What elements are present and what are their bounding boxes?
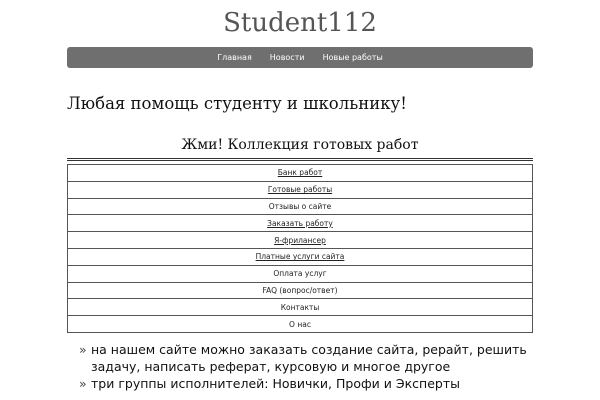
menu-item-faq[interactable] xyxy=(68,282,533,299)
list-item xyxy=(79,375,539,392)
menu-item-label[interactable]: Заказать работу xyxy=(267,218,333,228)
menu-item-ready-works[interactable] xyxy=(68,181,533,198)
menu-item-label: О нас xyxy=(289,319,311,329)
menu-item-label[interactable]: Готовые работы xyxy=(267,185,333,195)
bullet-mark: » xyxy=(79,342,87,357)
table-row xyxy=(68,282,533,299)
table-row xyxy=(68,299,533,316)
nav-item-home[interactable]: Главная xyxy=(217,53,252,62)
table-row xyxy=(68,215,533,232)
menu-item-contacts[interactable] xyxy=(68,299,533,316)
menu-item-label: Контакты xyxy=(280,302,320,312)
menu-item-label[interactable]: Я-фрилансер xyxy=(274,235,326,245)
table-row xyxy=(68,181,533,198)
list-item-text: на нашем сайте можно заказать создание сайта, рерайт, решить задачу, написать реферат, курсовую и многое другое xyxy=(91,342,527,374)
menu-item-paid-services[interactable] xyxy=(68,248,533,265)
list-item-text: три группы исполнителей: Новички, Профи и Эксперты xyxy=(91,376,460,391)
table-row xyxy=(68,265,533,282)
main-navigation xyxy=(67,47,533,68)
menu-item-label[interactable]: Банк работ xyxy=(277,168,323,178)
nav-item-new-works[interactable]: Новые работы xyxy=(322,53,383,62)
list-item xyxy=(79,341,539,375)
table-row xyxy=(68,316,533,333)
bullet-mark: » xyxy=(79,376,87,391)
site-title[interactable]: Student112 xyxy=(223,8,377,38)
menu-item-freelancer[interactable] xyxy=(68,232,533,249)
nav-item-news[interactable]: Новости xyxy=(269,53,305,62)
menu-item-label: Оплата услуг xyxy=(273,269,327,279)
menu-item-reviews[interactable] xyxy=(68,198,533,215)
menu-item-label: FAQ (вопрос/ответ) xyxy=(262,285,338,295)
feature-list xyxy=(79,341,539,392)
divider-bottom xyxy=(67,160,533,161)
page-heading: Любая помощь студенту и школьнику! xyxy=(67,94,407,113)
menu-item-payment[interactable] xyxy=(68,265,533,282)
table-row xyxy=(68,248,533,265)
table-row xyxy=(68,232,533,249)
menu-item-about[interactable] xyxy=(68,316,533,333)
collection-heading: Жми! Коллекция готовых работ xyxy=(181,137,419,153)
divider-top xyxy=(67,158,533,159)
table-row xyxy=(68,165,533,182)
menu-item-label[interactable]: Платные услуги сайта xyxy=(255,252,345,262)
table-row xyxy=(68,198,533,215)
menu-item-label: Отзывы о сайте xyxy=(268,201,332,211)
menu-item-bank[interactable] xyxy=(68,165,533,182)
menu-item-order[interactable] xyxy=(68,215,533,232)
menu-table xyxy=(67,164,533,333)
